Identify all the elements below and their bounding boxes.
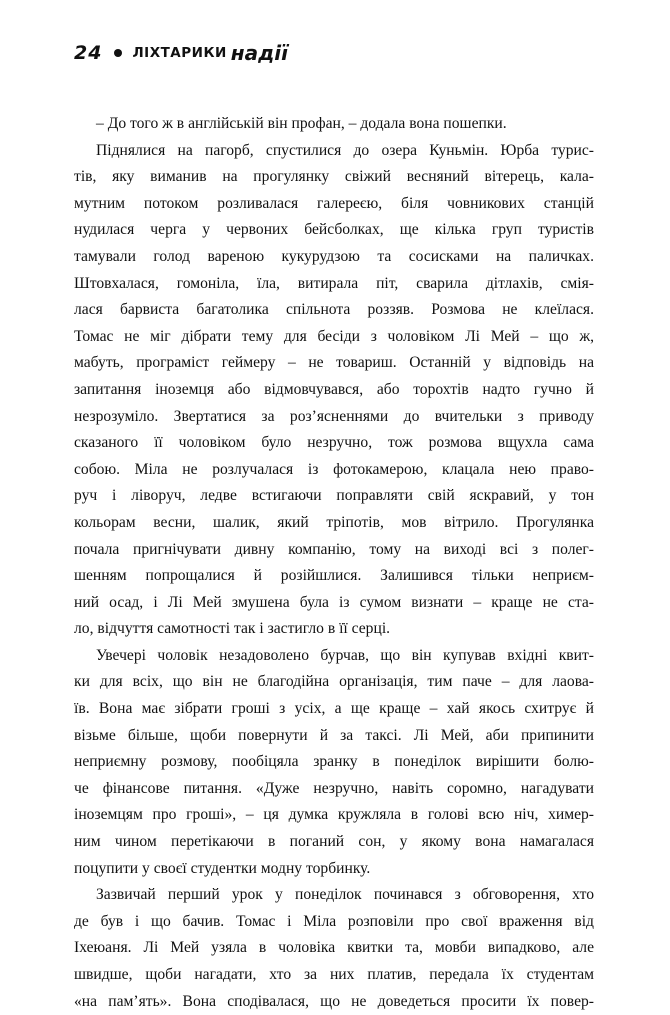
text-line: сказаного її чоловіком було незручно, тож розмова вщухла сама [74,434,594,452]
text-line: ло, відчуття самотності так і застигло в її серці. [74,620,391,638]
text-line: че фінансове питання. «Дуже незручно, навіть соромно, нагадувати [74,779,594,797]
text-line: тамували голод вареною кукурудзою та сосисками на паличках. [74,247,594,265]
text-line: неприємну розмову, пообіцяла зранку в понеділок вирішити болю- [74,753,594,771]
bullet-dot-icon [114,49,122,57]
text-line: ки для всіх, що він не благодійна організація, тим паче – для лаова- [74,673,594,691]
page-number: 24 [74,42,103,64]
text-line: тів, яку виманив на прогулянку свіжий весняний вітерець, кала- [74,168,594,186]
text-line: іноземцям про гроші», – ця думка кружляла в голові всю ніч, химер- [74,806,594,824]
text-line: мутним потоком розливалася галереєю, біля човникових станцій [74,194,594,212]
text-line: їв. Вона має зібрати гроші з усіх, а ще краще – хай якось схитрує й [74,700,594,718]
series-title-part2: надії [230,41,288,65]
running-header [74,38,288,68]
text-line: Увечері чоловік незадоволено бурчав, що він купував вхідні квит- [96,646,594,664]
text-line: собою. Міла не розлучалася із фотокамерою, клацала нею право- [74,460,594,478]
text-line: лася барвиста багатолика спільнота роззяв. Розмова не клеїлася. [74,301,594,319]
text-line: поцупити у своєї студентки модну торбинку. [74,859,371,877]
text-line: де був і що бачив. Томас і Міла розповіли про свої враження від [74,912,594,930]
text-line: нудилася черга у червоних бейсболках, ще кілька груп туристів [74,221,594,239]
text-line: Іхеюаня. Лі Мей узяла в чоловіка квитки та, мовби випадково, але [74,939,594,957]
text-line: запитання іноземця або відмовчувався, або торохтів надто гучно й [74,380,594,398]
text-line: Томас не міг дібрати тему для бесіди з чоловіком Лі Мей – що ж, [74,327,594,345]
text-line: кольорам весни, шалик, який тріпотів, мов вітрило. Прогулянка [74,513,594,531]
body-text [74,111,594,1015]
text-line: незрозуміло. Звертатися за роз’ясненнями до вчительки з приводу [74,407,594,425]
text-line: почала пригнічувати дивну компанію, тому на виході всі з полег- [74,540,594,558]
text-line: Зазвичай перший урок у понеділок починався з обговорення, хто [96,886,594,904]
text-line: швидше, щоби нагадати, хто за них платив, передала їх студентам [74,966,594,983]
text-line: шенням попрощалися й розійшлися. Залишився тільки неприєм- [74,567,594,585]
text-line: мабуть, програміст геймеру – не товариш. Останній у відповідь на [74,354,594,372]
text-line: Штовхалася, гомоніла, їла, витирала піт, сварила дітлахів, смія- [74,274,594,292]
text-line: Піднялися на пагорб, спустилися до озера Куньмін. Юрба турис- [96,141,594,159]
text-line: руч і ліворуч, ледве встигаючи поправляти свій яскравий, у тон [74,487,594,505]
text-line: ний осад, і Лі Мей змушена була із сумом визнати – краще не ста- [74,593,594,611]
series-title-part1: ЛІХТАРИКИ [132,45,227,61]
text-line: – До того ж в англійській він профан, – додала вона пошепки. [96,115,507,132]
text-line: візьме більше, щоби повернути й за таксі. Лі Мей, аби припинити [74,726,594,744]
text-line: ним чином перетікаючи в поганий сон, у якому вона намагалася [74,833,594,851]
text-line: «на пам’ять». Вона сподівалася, що не доведеться просити їх повер- [74,992,594,1010]
